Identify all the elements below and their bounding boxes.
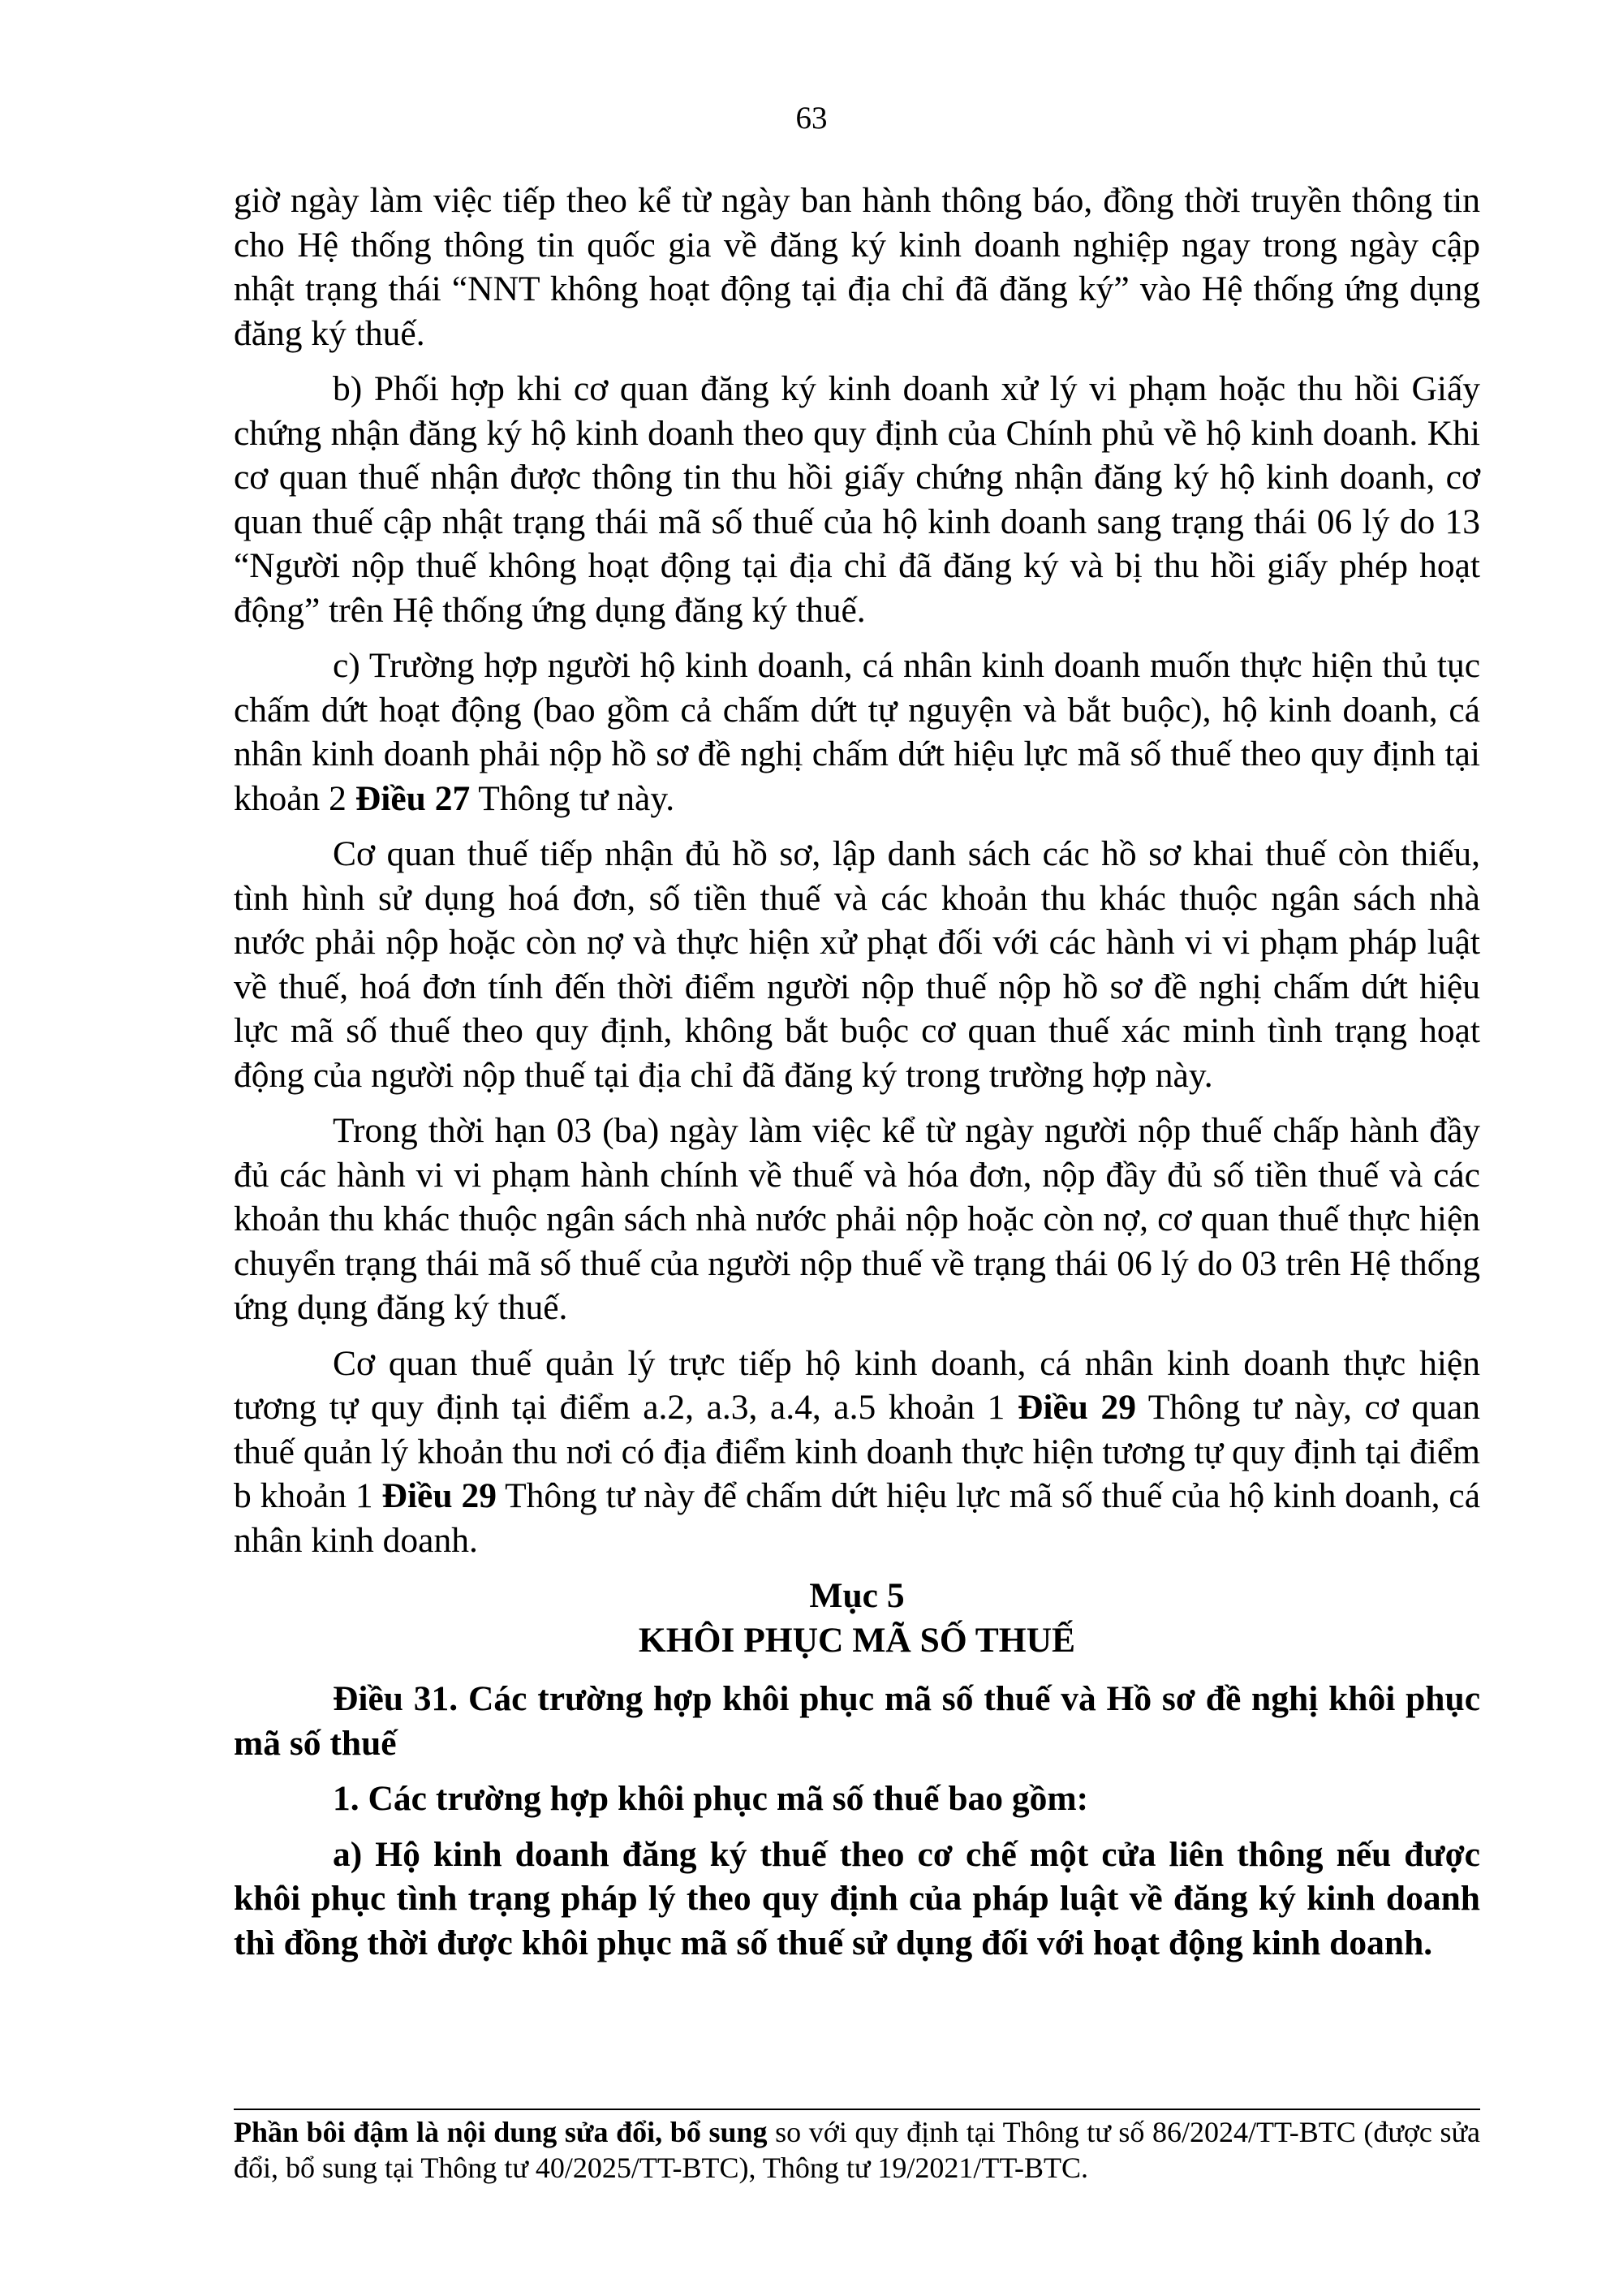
text-run: Thông tư này, cơ quan thuế quản lý khoản thu nơi có địa điểm kinh doanh thực hiện tương tự quy định tại điểm b khoản 1 [234, 1388, 1480, 1515]
section-label: Mục 5 [809, 1576, 905, 1615]
section-title: KHÔI PHỤC MÃ SỐ THUẾ [638, 1620, 1076, 1660]
paragraph-point-c [234, 644, 1480, 821]
article-reference: Điều 27 [355, 778, 471, 818]
paragraph-continuation: giờ ngày làm việc tiếp theo kể từ ngày ban hành thông báo, đồng thời truyền thông tin cho Hệ thống thông tin quốc gia về đăng ký kinh doanh nghiệp ngay trong ngày cập nhật trạng thái “NNT không hoạt động tại địa chỉ đã đăng ký” vào Hệ thống ứng dụng đăng ký thuế. [234, 181, 1480, 353]
clause-1: 1. Các trường hợp khôi phục mã số thuế bao gồm: [333, 1779, 1089, 1818]
article-heading: Điều 31. Các trường hợp khôi phục mã số thuế và Hồ sơ đề nghị khôi phục mã số thuế [234, 1679, 1480, 1763]
footnote-bold: Phần bôi đậm là nội dung sửa đổi, bổ sung [234, 2116, 768, 2148]
article-reference: Điều 29 [1017, 1388, 1137, 1427]
text-run: Thông tư này. [470, 778, 675, 818]
footnote-text: so với quy định tại Thông tư số 86/2024/TT-BTC (được sửa đổi, bổ sung tại Thông tư 40/2025/TT-BTC), Thông tư 19/2021/TT-BTC. [234, 2116, 1481, 2184]
paragraph-point-b: b) Phối hợp khi cơ quan đăng ký kinh doanh xử lý vi phạm hoặc thu hồi Giấy chứng nhận đăng ký hộ kinh doanh theo quy định của Chính phủ về hộ kinh doanh. Khi cơ quan thuế nhận được thông tin thu hồi giấy chứng nhận đăng ký hộ kinh doanh, cơ quan thuế cập nhật trạng thái mã số thuế của hộ kinh doanh sang trạng thái 06 lý do 13 “Người nộp thuế không hoạt động tại địa chỉ đã đăng ký và bị thu hồi giấy phép hoạt động” trên Hệ thống ứng dụng đăng ký thuế. [234, 369, 1480, 630]
text-run: c) Trường hợp người hộ kinh doanh, cá nhân kinh doanh muốn thực hiện thủ tục chấm dứt hoạt động (bao gồm cả chấm dứt tự nguyện và bắt buộc), hộ kinh doanh, cá nhân kinh doanh phải nộp hồ sơ đề nghị chấm dứt hiệu lực mã số thuế theo quy định tại khoản 2 [234, 646, 1480, 818]
paragraph-deadline: Trong thời hạn 03 (ba) ngày làm việc kể từ ngày người nộp thuế chấp hành đầy đủ các hành vi vi phạm hành chính về thuế và hóa đơn, nộp đầy đủ số tiền thuế và các khoản thu khác thuộc ngân sách nhà nước phải nộp hoặc còn nợ, cơ quan thuế thực hiện chuyển trạng thái mã số thuế của người nộp thuế về trạng thái 06 lý do 03 trên Hệ thống ứng dụng đăng ký thuế. [234, 1111, 1480, 1327]
document-body [234, 179, 1480, 1976]
paragraph-direct-management [234, 1342, 1480, 1563]
clause-1a: a) Hộ kinh doanh đăng ký thuế theo cơ chế một cửa liên thông nếu được khôi phục tình trạng pháp lý theo quy định của pháp luật về đăng ký kinh doanh thì đồng thời được khôi phục mã số thuế sử dụng đối với hoạt động kinh doanh. [234, 1834, 1480, 1962]
article-reference: Điều 29 [381, 1476, 497, 1515]
text-run: Thông tư này để chấm dứt hiệu lực mã số thuế của hộ kinh doanh, cá nhân kinh doanh. [234, 1476, 1481, 1560]
page-number: 63 [795, 101, 828, 136]
footnote [234, 2114, 1480, 2186]
footnote-divider [234, 2109, 1480, 2110]
text-run: Cơ quan thuế quản lý trực tiếp hộ kinh doanh, cá nhân kinh doanh thực hiện tương tự quy định tại điểm a.2, a.3, a.4, a.5 khoản 1 [234, 1343, 1480, 1427]
paragraph-receipt: Cơ quan thuế tiếp nhận đủ hồ sơ, lập danh sách các hồ sơ khai thuế còn thiếu, tình hình sử dụng hoá đơn, số tiền thuế và các khoản thu khác thuộc ngân sách nhà nước phải nộp hoặc còn nợ và thực hiện xử phạt đối với các hành vi vi phạm pháp luật về thuế, hoá đơn tính đến thời điểm người nộp thuế nộp hồ sơ đề nghị chấm dứt hiệu lực mã số thuế theo quy định, không bắt buộc cơ quan thuế xác minh tình trạng hoạt động của người nộp thuế tại địa chỉ đã đăng ký trong trường hợp này. [234, 834, 1480, 1095]
